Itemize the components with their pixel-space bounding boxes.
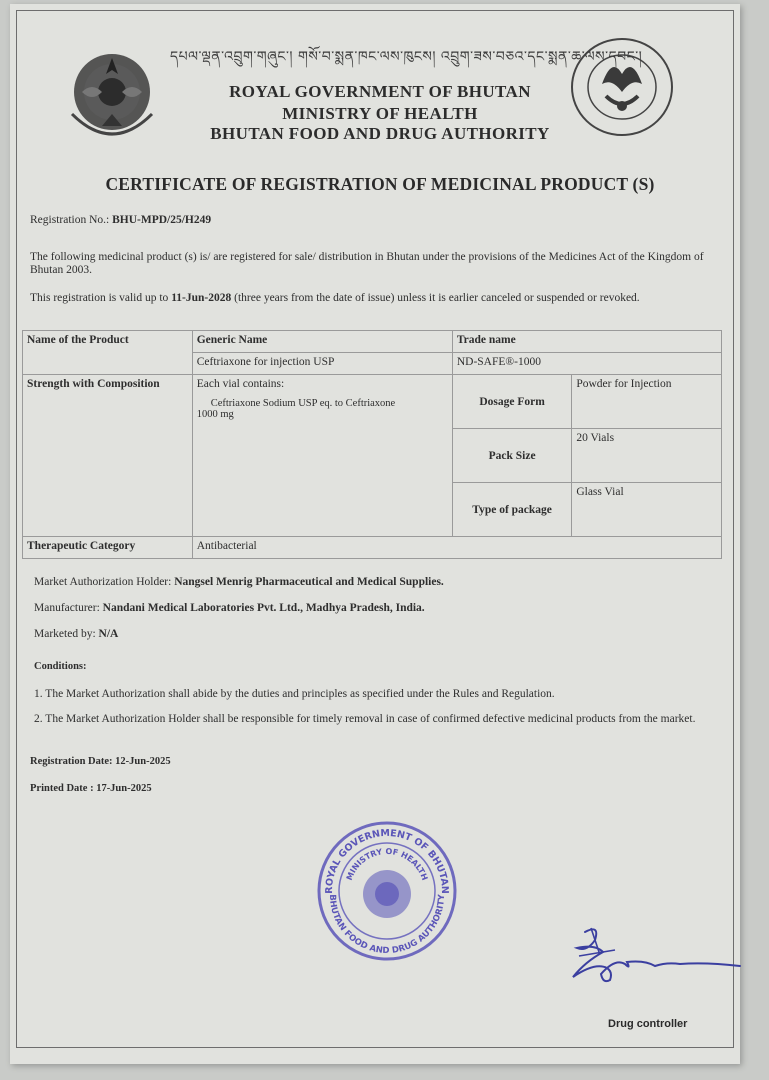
header-government: ROYAL GOVERNMENT OF BHUTAN [229, 82, 531, 101]
name-label: Name of the Product [23, 331, 193, 375]
pack-label: Pack Size [452, 429, 572, 483]
category-value: Antibacterial [192, 537, 721, 559]
validity-suffix: (three years from the date of issue) unless it is earlier canceled or suspended or revoked. [234, 292, 640, 304]
condition-item-2: 2. The Market Authorization Holder shall be responsible for timely removal in case of confirmed defective medicinal products from the market. [34, 713, 696, 725]
registration-line [30, 214, 211, 227]
header-authority: BHUTAN FOOD AND DRUG AUTHORITY [210, 124, 550, 143]
package-value: Glass Vial [572, 483, 722, 537]
holder-line [34, 576, 444, 589]
composition-intro: Each vial contains: [196, 378, 285, 390]
generic-value: Ceftriaxone for injection USP [192, 353, 452, 375]
package-label: Type of package [452, 483, 572, 537]
stamp-outer-text: ROYAL GOVERNMENT OF BHUTAN [323, 827, 451, 894]
condition-item-1: 1. The Market Authorization shall abide by the duties and principles as specified under the Rules and Regulation. [34, 688, 555, 700]
signatory-title: Drug controller [608, 1018, 688, 1030]
intro-paragraph: The following medicinal product (s) is/ are registered for sale/ distribution in Bhutan under the provisions of the Medicines Act of the Kingdom of Bhutan 2003. [30, 251, 704, 276]
manufacturer-line [34, 602, 425, 615]
composition-cell [192, 375, 452, 537]
pack-value: 20 Vials [572, 429, 722, 483]
trade-label: Trade name [452, 331, 721, 353]
handwritten-signature [555, 922, 745, 992]
composition-amount: 1000 mg [196, 409, 234, 420]
registration-date: Registration Date: 12-Jun-2025 [30, 756, 171, 767]
registration-label: Registration No.: [30, 214, 110, 226]
dosage-value: Powder for Injection [572, 375, 722, 429]
marketed-label: Marketed by: [34, 628, 96, 640]
conditions-heading: Conditions: [34, 661, 87, 672]
generic-label: Generic Name [192, 331, 452, 353]
official-seal-stamp [312, 816, 462, 966]
certificate-title: CERTIFICATE OF REGISTRATION OF MEDICINAL PRODUCT (S) [105, 174, 655, 194]
category-label: Therapeutic Category [23, 537, 193, 559]
printed-date: Printed Date : 17-Jun-2025 [30, 783, 152, 794]
product-table [22, 330, 722, 559]
registration-number: BHU-MPD/25/H249 [112, 214, 212, 226]
marketed-line [34, 628, 118, 641]
manufacturer-value: Nandani Medical Laboratories Pvt. Ltd., Madhya Pradesh, India. [102, 602, 425, 614]
header-ministry: MINISTRY OF HEALTH [282, 104, 478, 123]
stamp-bottom-text: BHUTAN FOOD AND DRUG AUTHORITY [326, 894, 448, 957]
holder-value: Nangsel Menrig Pharmaceutical and Medical Supplies. [174, 576, 444, 588]
composition-detail: Ceftriaxone Sodium USP eq. to Ceftriaxone [210, 398, 396, 409]
holder-label: Market Authorization Holder: [34, 576, 172, 588]
marketed-value: N/A [98, 628, 119, 640]
validity-date: 11-Jun-2028 [171, 292, 232, 304]
validity-paragraph [30, 292, 730, 305]
manufacturer-label: Manufacturer: [34, 602, 100, 614]
validity-prefix: This registration is valid up to [30, 292, 169, 304]
trade-value: ND-SAFE®-1000 [452, 353, 721, 375]
dzongkha-header: དཔལ་ལྡན་འབྲུག་གཞུང་། གསོ་བ་སྨན་ཁང་ལས་ཁུངས། འབྲུག་ཟས་བཅའ་དང་སྨན་ཆ་ལས་དབང་། [170, 49, 643, 65]
dosage-label: Dosage Form [452, 375, 572, 429]
strength-label: Strength with Composition [23, 375, 193, 537]
stamp-inner-text: MINISTRY OF HEALTH [344, 846, 430, 882]
